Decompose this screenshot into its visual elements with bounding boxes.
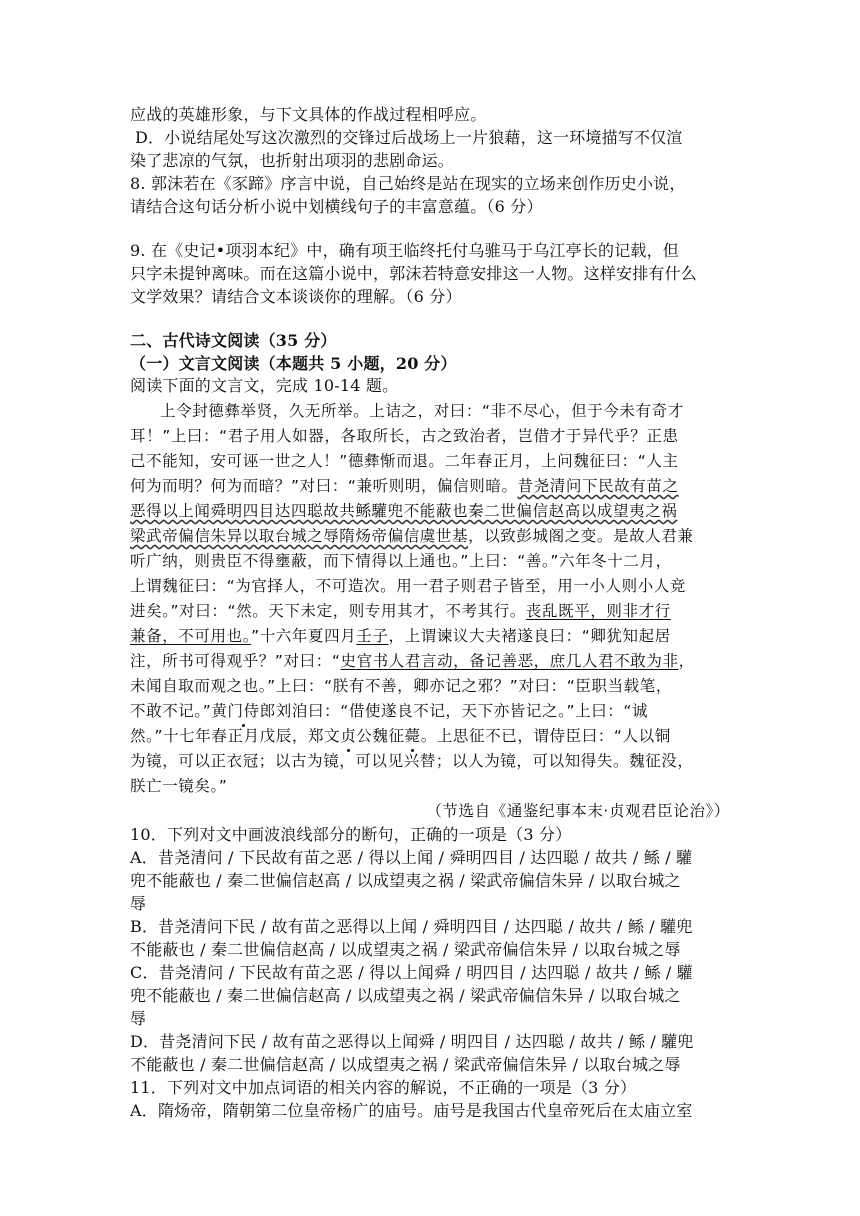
passage-line-1: 上令封德彝举贤，久无所举。上诘之，对曰：“非不尽心，但于今未有奇才 [160, 402, 684, 420]
question-9-line-3: 文学效果？请结合文本谈谈你的理解。（6 分） [130, 287, 462, 306]
dotted-term-renzi: 壬子 [356, 627, 389, 645]
passage-text: ，以致彭城阁之变。是故人君兼 [468, 527, 694, 545]
passage-line-7: 听广纳，则贵臣不得壅蔽，而下情得以上通也。”上曰：“善。”六年冬十二月， [130, 552, 672, 570]
wavy-underlined-text: 恶得以上闻舜明四目达四聪故共鲧驩兜不能蔽也秦二世偏信赵高以成望夷之祸 [130, 502, 678, 520]
option-d-line-1: D．小说结尾处写这次激烈的交锋过后战场上一片狼藉，这一环境描写不仅渲 [135, 128, 683, 147]
passage-text: 魏征 [372, 727, 405, 745]
passage-line-15: 为镜，可以正衣冠；以古为镜，可以见兴替；以人为镜，可以知得失。魏征没， [130, 752, 694, 770]
underlined-sentence: 兼备，不可用也。 [130, 627, 252, 645]
passage-line-14 [130, 725, 671, 747]
passage-text: 。上思征不已，谓侍臣曰：“人以铜 [420, 727, 671, 745]
passage-source: （节选自《通鉴纪事本末·贞观君臣论治》） [426, 802, 730, 820]
question-9-line-1: 9. 在《史记•项羽本纪》中，确有项王临终托付乌骓马于乌江亭长的记载，但 [130, 241, 679, 260]
passage-line-9 [130, 600, 671, 622]
passage-text: 进矣。”对曰：“然。天下未定，则专用其才，不考其行。 [130, 602, 526, 620]
underlined-sentence: 丧乱既平，则非才行 [525, 602, 671, 620]
option-c-line-3: 辱 [130, 1009, 147, 1028]
option-c-line-1: C．昔尧清问 / 下民故有苗之恶 / 得以上闻舜 / 明四目 / 达四聪 / 故共 / 鲧 / 驩 [130, 963, 693, 982]
question-8-line-2: 请结合这句话分析小说中划横线句子的丰富意蕴。（6 分） [130, 197, 543, 216]
dotted-term-hong: 薨 [404, 727, 421, 745]
wavy-underlined-text: 昔尧清问下民故有苗之 [517, 477, 679, 495]
passage-text: ，上谓谏议大夫褚遂良曰：“卿犹知起居 [388, 627, 671, 645]
question-8-line-1: 8. 郭沫若在《豕蹄》序言中说，自己始终是站在现实的立场来创作历史小说， [130, 174, 686, 193]
passage-line-12: 未闻自取而观之也。”上曰：“朕有不善，卿亦记之邪？”对曰：“臣职当载笔， [130, 677, 672, 695]
passage-line-4 [130, 475, 679, 497]
passage-line-5 [130, 500, 677, 522]
passage-line-10 [130, 625, 671, 647]
reading-instruction: 阅读下面的文言文，完成 10-14 题。 [130, 376, 399, 395]
option-d-line-2: 染了悲凉的气氛，也折射出项羽的悲剧命运。 [130, 151, 455, 170]
option-b-line-2: 不能蔽也 / 秦二世偏信赵高 / 以成望夷之祸 / 梁武帝偏信朱异 / 以取台城之辱 [130, 940, 681, 959]
option-d-q10-line-2: 不能蔽也 / 秦二世偏信赵高 / 以成望夷之祸 / 梁武帝偏信朱异 / 以取台城之辱 [130, 1055, 681, 1074]
option-a-line-1: A．昔尧清问 / 下民故有苗之恶 / 得以上闻 / 舜明四目 / 达四聪 / 故共 / 鲧 / 驩 [130, 848, 693, 867]
question-10-stem: 10．下列对文中画波浪线部分的断句，正确的一项是（3 分） [130, 825, 572, 844]
passage-text: 注，所书可得观乎？”对曰：“ [130, 652, 341, 670]
option-d-q10-line-1: D．昔尧清问下民 / 故有苗之恶得以上闻舜 / 明四目 / 达四聪 / 故共 / 鲧 / 驩兜 [130, 1032, 694, 1051]
option-c-line-2: 兜不能蔽也 / 秦二世偏信赵高 / 以成望夷之祸 / 梁武帝偏信朱异 / 以取台城之 [130, 986, 681, 1005]
dotted-term-wenzhen: 文贞公 [324, 727, 373, 745]
wavy-underlined-text: 梁武帝偏信朱异以取台城之辱隋炀帝偏信虞世基 [130, 527, 469, 545]
passage-line-6 [130, 525, 694, 547]
passage-text: 然。”十七年春正月戊辰，郑 [130, 727, 325, 745]
passage-text: 何为而明？何为而暗？”对曰：“兼听则明，偏信则暗。 [130, 477, 518, 495]
option-a-line-3: 辱 [130, 894, 147, 913]
option-b-line-1: B．昔尧清问下民 / 故有苗之恶得以上闻 / 舜明四目 / 达四聪 / 故共 / 鲧 / 驩兜 [130, 917, 693, 936]
passage-line-2: 耳！”上曰：“君子用人如器，各取所长，古之致治者，岂借才于异代乎？正患 [130, 427, 679, 445]
underlined-sentence: 史官书人君言动，备记善恶，庶几人君不敢为非 [340, 652, 679, 670]
subsection-1-heading: （一）文言文阅读（本题共 5 小题，20 分） [130, 354, 457, 373]
passage-text: 刘洎曰：“借使遂良不记，天下亦皆记之。”上曰：“诚 [275, 702, 649, 720]
question-11-option-a: A．隋炀帝，隋朝第二位皇帝杨广的庙号。庙号是我国古代皇帝死后在太庙立室 [130, 1101, 693, 1120]
passage-line-13 [130, 700, 648, 722]
option-a-line-2: 兜不能蔽也 / 秦二世偏信赵高 / 以成望夷之祸 / 梁武帝偏信朱异 / 以取台城之 [130, 871, 681, 890]
dotted-term-huangmen: 黄门侍郎 [211, 702, 276, 720]
passage-line-3: 己不能知，安可诬一世之人！”德彝惭而退。二年春正月，上问魏征曰：“人主 [130, 452, 679, 470]
question-11-stem: 11．下列对文中加点词语的相关内容的解说，不正确的一项是（3 分） [130, 1078, 637, 1097]
option-c-tail: 应战的英雄形象，与下文具体的作战过程相呼应。 [130, 105, 487, 124]
passage-text: ”十六年夏四月 [251, 627, 357, 645]
passage-line-8: 上谓魏征曰：“为官择人，不可造次。用一君子则君子皆至，用一小人则小人竞 [130, 577, 687, 595]
passage-text: ， [678, 652, 695, 670]
section-2-heading: 二、古代诗文阅读（35 分） [130, 331, 337, 350]
passage-line-16: 朕亡一镜矣。” [130, 777, 228, 795]
passage-text: 不敢不记。” [130, 702, 212, 720]
passage-line-11 [130, 650, 695, 672]
question-9-line-2: 只字未提钟离味。而在这篇小说中，郭沫若特意安排这一人物。这样安排有什么 [130, 264, 698, 283]
